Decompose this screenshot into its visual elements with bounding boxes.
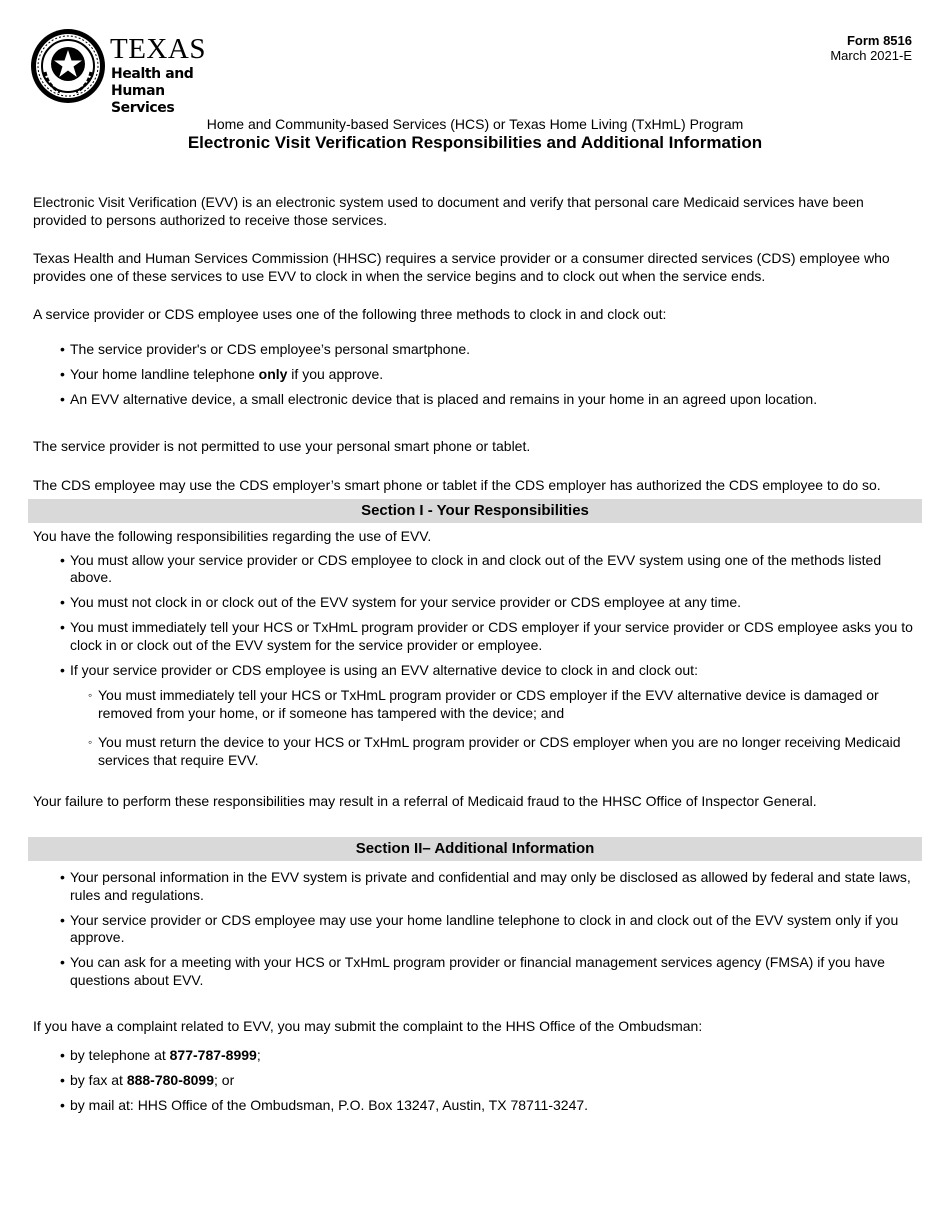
- contact-fax: • by fax at 888-780-8099; or: [70, 1072, 918, 1090]
- methods-list: [33, 341, 918, 409]
- section-2-content: [33, 869, 918, 1122]
- method-item: • An EVV alternative device, a small electronic device that is placed and remains in your home in an agreed upon location.: [70, 391, 918, 409]
- intro-paragraph-4: The service provider is not permitted to use your personal smart phone or tablet.: [33, 438, 531, 454]
- form-date: March 2021-E: [830, 48, 912, 63]
- document-title: Electronic Visit Verification Responsibilities and Additional Information: [187, 133, 763, 152]
- failure-statement: Your failure to perform these responsibilities may result in a referral of Medicaid fraud to the HHSC Office of Inspector General.: [33, 793, 817, 809]
- texas-seal-icon: [30, 28, 106, 104]
- section-1-lead: You have the following responsibilities regarding the use of EVV.: [33, 528, 432, 544]
- responsibility-item: • You must allow your service provider or CDS employee to clock in and clock out of the EVV system using one of the methods listed above.: [70, 552, 918, 587]
- logo-line-2: Services: [111, 100, 175, 116]
- responsibilities-list: [33, 552, 918, 770]
- section-1-heading: Section I - Your Responsibilities: [28, 499, 922, 523]
- sub-item: ◦ You must immediately tell your HCS or TxHmL program provider or CDS employer if the EVV alternative device is damaged or removed from your home, or if someone has tampered with the device; and: [98, 687, 918, 722]
- logo-line-1: Health and Human: [111, 66, 194, 99]
- responsibility-item: • If your service provider or CDS employee is using an EVV alternative device to clock in and clock out: ◦ You must immediately tell your HCS or TxHmL program provider or CDS employer if the EVV alternative device is damaged or removed from your home, or if someone has tampered with the device; and ◦ You must return the device to your HCS or TxHmL program provider or CDS employer when you are no longer receiving Medicaid services that require EVV.: [70, 662, 918, 770]
- intro-paragraph-3: A service provider or CDS employee uses one of the following three methods to clock in and clock out:: [33, 306, 667, 322]
- fax-number: 888-780-8099: [126, 1071, 214, 1088]
- section-1-content: [33, 528, 918, 811]
- info-item: • Your service provider or CDS employee may use your home landline telephone to clock in and clock out of the EVV system only if you approve.: [70, 912, 918, 947]
- program-name: Home and Community-based Services (HCS) or Texas Home Living (TxHmL) Program: [206, 116, 744, 132]
- method-item: • Your home landline telephone only if you approve.: [70, 366, 918, 384]
- logo-title: TEXAS: [110, 33, 206, 65]
- method-item: • The service provider's or CDS employee’s personal smartphone.: [70, 341, 918, 359]
- info-item: • Your personal information in the EVV system is private and confidential and may only be disclosed as allowed by federal and state laws, rules and regulations.: [70, 869, 918, 904]
- phone-number: 877-787-8999: [169, 1046, 257, 1063]
- additional-info-list: [33, 869, 918, 989]
- section-2-heading: Section II– Additional Information: [28, 837, 922, 861]
- sub-item: ◦ You must return the device to your HCS or TxHmL program provider or CDS employer when you are no longer receiving Medicaid services that require EVV.: [98, 734, 918, 769]
- responsibility-item: • You must not clock in or clock out of the EVV system for your service provider or CDS employee at any time.: [70, 594, 918, 612]
- complaint-statement: If you have a complaint related to EVV, you may submit the complaint to the HHS Office of the Ombudsman:: [33, 1018, 703, 1034]
- form-identifier: [830, 33, 912, 63]
- contact-list: [33, 1047, 918, 1115]
- info-item: • You can ask for a meeting with your HCS or TxHmL program provider or financial management services agency (FMSA) if you have questions about EVV.: [70, 954, 918, 989]
- intro-paragraph-5: The CDS employee may use the CDS employer’s smart phone or tablet if the CDS employer has authorized the CDS employee to do so.: [33, 476, 881, 493]
- contact-mail: • by mail at: HHS Office of the Ombudsman, P.O. Box 13247, Austin, TX 78711-3247.: [70, 1097, 918, 1115]
- intro-content: [33, 194, 918, 515]
- intro-paragraph-1: Electronic Visit Verification (EVV) is an electronic system used to document and verify that personal care Medicaid services have been provided to persons authorized to receive those services.: [33, 194, 864, 228]
- contact-phone: • by telephone at 877-787-8999;: [70, 1047, 918, 1065]
- logo-subtitle: [111, 66, 230, 117]
- alt-device-sublist: [70, 687, 918, 769]
- hhs-logo: [30, 28, 230, 116]
- responsibility-item: • You must immediately tell your HCS or TxHmL program provider or CDS employer if your service provider or CDS employee asks you to clock in or clock out of the EVV system for the service provider or employee.: [70, 619, 918, 654]
- intro-paragraph-2: Texas Health and Human Services Commission (HHSC) requires a service provider or a consumer directed services (CDS) employee who provides one of these services to use EVV to clock in when the service begins and to clock out when the service ends.: [33, 250, 890, 284]
- form-number: Form 8516: [846, 33, 912, 48]
